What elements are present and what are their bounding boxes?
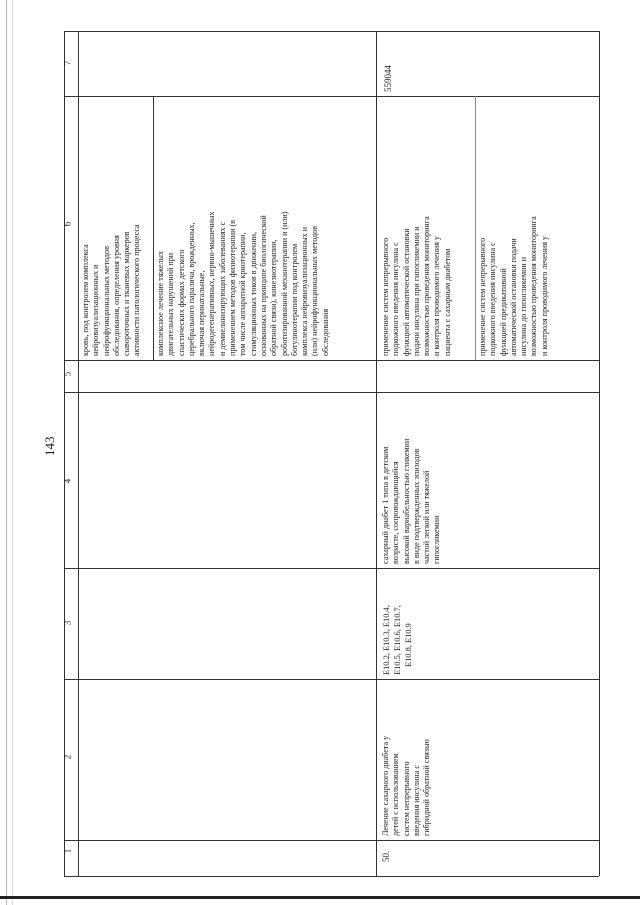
row-method-a bbox=[381, 216, 453, 356]
text-line: спастических формах детского bbox=[176, 249, 186, 356]
text-line: роботизированной механотерапии и (или) bbox=[279, 211, 289, 356]
text-line: обратной связи), кинезиотерапии, bbox=[269, 239, 279, 356]
text-line: инсулина до гипогликемии и bbox=[519, 256, 529, 356]
scan-bottom-edge bbox=[0, 896, 640, 899]
header-col-3: 3 bbox=[62, 620, 73, 626]
header-col-6: 6 bbox=[62, 221, 73, 227]
text-line: обследования, определения уровня bbox=[111, 235, 121, 356]
table-right-border bbox=[599, 31, 600, 876]
text-line: гипогликемии bbox=[432, 515, 442, 564]
text-line: применение систем непрерывного bbox=[381, 237, 390, 356]
text-line: детей с использованием bbox=[391, 753, 401, 836]
text-line: применение систем непрерывного bbox=[478, 237, 487, 356]
text-line: подачи инсулина при гипогликемии и bbox=[411, 226, 421, 356]
text-line: E10.2, E10.3, E10.4, bbox=[382, 605, 391, 675]
row-cost: 559044 bbox=[383, 65, 393, 92]
header-col-4: 4 bbox=[62, 478, 73, 484]
text-line: стимуляционных токов в движении, bbox=[248, 231, 258, 356]
text-line: комплексное лечение тяжелых bbox=[156, 250, 165, 356]
text-line: обследования bbox=[320, 308, 330, 356]
scan-artifact-line bbox=[6, 0, 7, 905]
text-line: подкожного введения инсулина с bbox=[488, 242, 498, 356]
text-line: комплекса нейровизуализационных и bbox=[300, 226, 310, 356]
text-line: гибридной обратной связью bbox=[422, 739, 432, 836]
text-line: Лечение сахарного диабета у bbox=[381, 735, 390, 836]
text-line: в виде подтвержденных эпизодов bbox=[411, 448, 421, 564]
text-line: двигательных нарушений при bbox=[166, 252, 176, 356]
text-line: систем непрерывного bbox=[401, 761, 411, 836]
header-col-2: 2 bbox=[62, 754, 73, 760]
text-line: частой легкой или тяжелой bbox=[422, 470, 432, 564]
text-line: ботулинотерапии под контролем bbox=[289, 243, 299, 356]
text-line: высокой вариабельностью гликемии bbox=[401, 438, 411, 564]
subrow-border bbox=[153, 96, 154, 360]
text-line: возможностью проведения мониторинга bbox=[529, 216, 539, 356]
header-row-border bbox=[78, 31, 79, 876]
text-line: основанных на принципе биологической bbox=[258, 215, 268, 356]
text-line: нейрофункциональных методов bbox=[101, 246, 111, 356]
text-line: E10.5, E10.6, E10.7, bbox=[393, 605, 402, 675]
text-line: церебрального паралича, врожденных, bbox=[186, 222, 196, 356]
scan-artifact-line bbox=[12, 0, 13, 905]
col-border-7 bbox=[64, 96, 599, 97]
continuation-method-a bbox=[81, 224, 143, 356]
text-line: включая перинатальные, bbox=[197, 270, 207, 356]
text-line: активности патологического процесса bbox=[132, 224, 142, 356]
text-line: и контроля проводимого лечения у bbox=[432, 235, 442, 356]
text-line: (или) нейрофункциональных методов bbox=[310, 225, 320, 356]
table-left-border bbox=[64, 31, 65, 876]
text-line: сахарный диабет 1 типа в детском bbox=[381, 446, 390, 564]
col-border-3 bbox=[64, 679, 599, 680]
continuation-method-b bbox=[156, 211, 331, 356]
col-border-2 bbox=[64, 840, 599, 841]
text-line: нейровизуализационных и bbox=[91, 264, 101, 356]
method-separator bbox=[475, 96, 476, 360]
text-line: и контроля проводимого лечения у bbox=[539, 235, 549, 356]
header-col-1: 1 bbox=[62, 848, 73, 854]
col-border-4 bbox=[64, 568, 599, 569]
text-line: пациента с сахарным диабетом bbox=[442, 248, 452, 356]
row-patient-model bbox=[381, 439, 443, 564]
row-treatment-name bbox=[381, 736, 432, 836]
text-line: функцией автоматической остановки bbox=[401, 228, 411, 356]
row-number: 50. bbox=[381, 850, 391, 862]
text-line: нейродегенеративных, нервно-мышечных bbox=[207, 211, 217, 356]
col-border-6 bbox=[64, 360, 599, 361]
text-line: том числе аппаратной криотерапии, bbox=[238, 232, 248, 356]
table-bottom-border bbox=[64, 876, 599, 877]
row-method-b bbox=[478, 216, 550, 356]
text-line: подкожного введения инсулина с bbox=[391, 242, 401, 356]
row-border-50 bbox=[376, 31, 377, 876]
col-border-5 bbox=[64, 392, 599, 393]
text-line: функцией предикативной bbox=[498, 268, 508, 356]
text-line: возможностью проведения мониторинга bbox=[422, 216, 432, 356]
text-line: и демиелинизирующих заболеваниях с bbox=[217, 221, 227, 356]
page-number: 143 bbox=[42, 436, 57, 456]
header-col-7: 7 bbox=[62, 60, 73, 66]
text-line: сывороточных и тканевых маркеров bbox=[122, 231, 132, 356]
text-line: кровь, под контролем комплекса bbox=[81, 244, 90, 356]
text-line: введения инсулина с bbox=[411, 765, 421, 836]
text-line: возрасте, сопровождающийся bbox=[391, 461, 401, 564]
text-line: применением методов физиотерапии (в bbox=[228, 220, 238, 356]
header-col-5: 5 bbox=[62, 371, 73, 377]
text-line: автоматической остановки подачи bbox=[508, 238, 518, 356]
table-top-border bbox=[64, 31, 599, 32]
text-line: E10.8, E10.9 bbox=[404, 623, 413, 667]
row-icd-codes bbox=[381, 605, 414, 675]
